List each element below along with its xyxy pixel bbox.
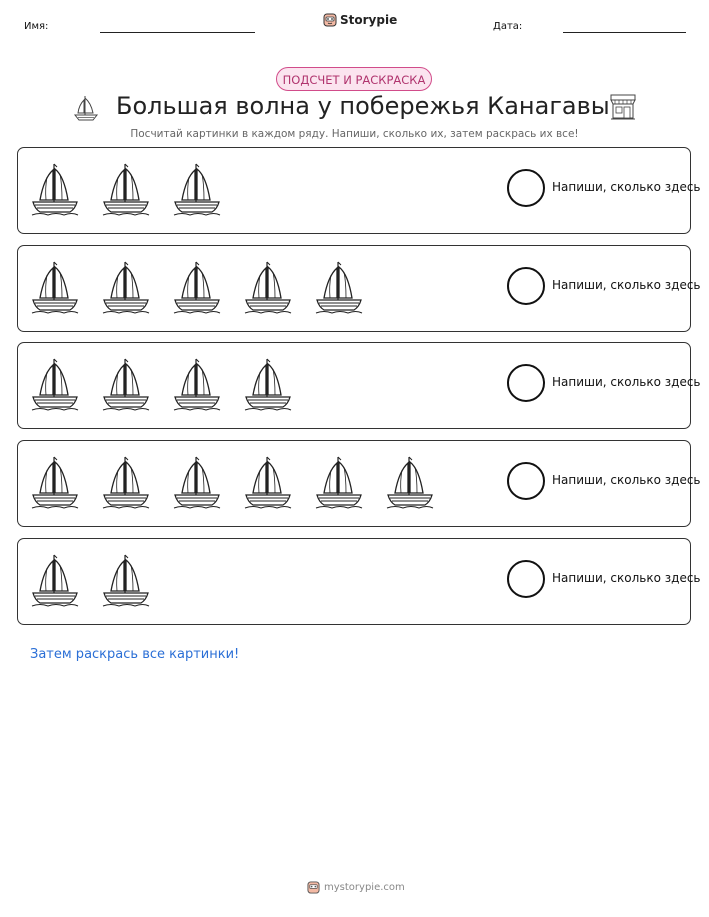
answer-circle[interactable] — [507, 364, 545, 402]
shop-stall-icon — [608, 92, 638, 122]
instructions: Посчитай картинки в каждом ряду. Напиши, сколько их, затем раскрась их все! — [130, 128, 579, 140]
counting-row — [17, 440, 701, 527]
storypie-logo — [323, 12, 397, 28]
answer-prompt: Напиши, сколько здесь — [552, 570, 701, 585]
answer-circle[interactable] — [507, 462, 545, 500]
answer-circle[interactable] — [507, 560, 545, 598]
storypie-mascot-icon — [307, 880, 320, 895]
sailboat-icon — [30, 453, 80, 509]
date-label: Дата: — [493, 21, 523, 32]
counting-row — [17, 538, 701, 625]
sailboat-icon — [30, 258, 80, 314]
sailboat-icon — [314, 453, 364, 509]
footer-url: mystorypie.com — [324, 882, 405, 893]
sailboat-icon — [30, 355, 80, 411]
sailboat-icon — [243, 453, 293, 509]
answer-prompt: Напиши, сколько здесь — [552, 277, 701, 292]
sailboat-icon — [30, 551, 80, 607]
answer-circle[interactable] — [507, 267, 545, 305]
footer — [307, 880, 405, 895]
sailboat-icon — [314, 258, 364, 314]
sailboat-icon — [172, 355, 222, 411]
name-field-line[interactable] — [100, 32, 255, 33]
answer-prompt: Напиши, сколько здесь — [552, 375, 701, 390]
ship-icon — [73, 93, 99, 123]
date-field-line[interactable] — [563, 32, 686, 33]
sailboat-icon — [243, 258, 293, 314]
answer-prompt: Напиши, сколько здесь — [552, 180, 701, 194]
storypie-mascot-icon — [323, 12, 337, 28]
brand-name: Storypie — [340, 13, 398, 27]
sailboat-icon — [172, 258, 222, 314]
counting-row — [17, 245, 701, 332]
counting-row — [17, 342, 701, 429]
answer-circle[interactable] — [507, 169, 545, 207]
answer-prompt: Напиши, сколько здесь — [552, 473, 701, 488]
page-title: Большая волна у побережья Канагавы — [116, 92, 610, 120]
sailboat-icon — [172, 160, 222, 216]
title-row — [0, 90, 709, 126]
sailboat-icon — [101, 160, 151, 216]
sailboat-icon — [30, 160, 80, 216]
counting-row — [17, 147, 701, 234]
sailboat-icon — [101, 551, 151, 607]
sailboat-icon — [172, 453, 222, 509]
sailboat-icon — [243, 355, 293, 411]
name-label: Имя: — [24, 21, 49, 32]
sailboat-icon — [101, 453, 151, 509]
sailboat-icon — [101, 258, 151, 314]
worksheet-type-badge: ПОДСЧЕТ И РАСКРАСКА — [276, 67, 432, 91]
coloring-instruction: Затем раскрась все картинки! — [30, 647, 240, 662]
sailboat-icon — [101, 355, 151, 411]
sailboat-icon — [385, 453, 435, 509]
